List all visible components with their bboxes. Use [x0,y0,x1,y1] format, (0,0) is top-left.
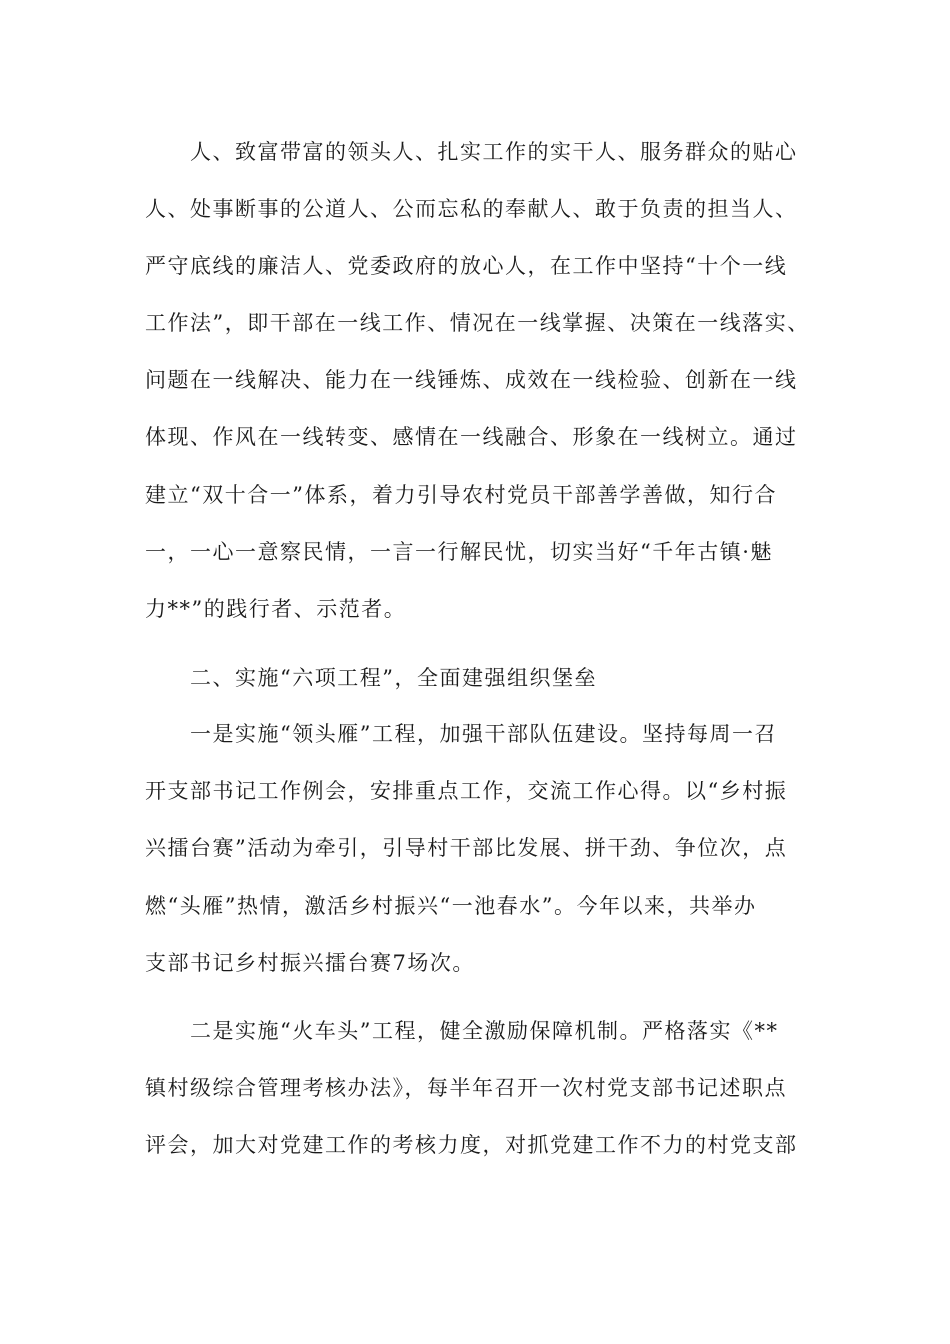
text-line: 严守底线的廉洁人、党委政府的放心人，在工作中坚持“十个一线 [145,254,788,278]
text-line: 二是实施“火车头”工程，健全激励保障机制。严格落实《** [190,1019,779,1043]
text-line: 工作法”，即干部在一线工作、情况在一线掌握、决策在一线落实、 [145,311,810,335]
text-line: 人、致富带富的领头人、扎实工作的实干人、服务群众的贴心 [190,140,798,164]
text-line: 体现、作风在一线转变、感情在一线融合、形象在一线树立。通过 [145,425,798,449]
text-line: 建立“双十合一”体系，着力引导农村党员干部善学善做，知行合 [145,483,777,507]
text-line: 力**”的践行者、示范者。 [145,597,407,621]
text-line: 燃“头雁”热情，激活乡村振兴“一池春水”。今年以来，共举办 [145,894,757,918]
text-line: 一是实施“领头雁”工程，加强干部队伍建设。坚持每周一召 [190,722,777,746]
text-line: 评会，加大对党建工作的考核力度，对抓党建工作不力的村党支部 [145,1133,798,1157]
text-line: 镇村级综合管理考核办法》，每半年召开一次村党支部书记述职点 [145,1076,787,1100]
section-heading: 二、实施“六项工程”，全面建强组织堡垒 [190,666,597,690]
text-line: 兴擂台赛”活动为牵引，引导村干部比发展、拼干劲、争位次，点 [145,836,788,860]
text-line: 开支部书记工作例会，安排重点工作，交流工作心得。以“乡村振 [145,779,788,803]
text-line: 人、处事断事的公道人、公而忘私的奉献人、敢于负责的担当人、 [145,197,798,221]
text-line: 一，一心一意察民情，一言一行解民忧，切实当好“千年古镇·魅 [145,540,773,564]
text-line: 问题在一线解决、能力在一线锤炼、成效在一线检验、创新在一线 [145,368,798,392]
text-line: 支部书记乡村振兴擂台赛7场次。 [145,951,475,975]
